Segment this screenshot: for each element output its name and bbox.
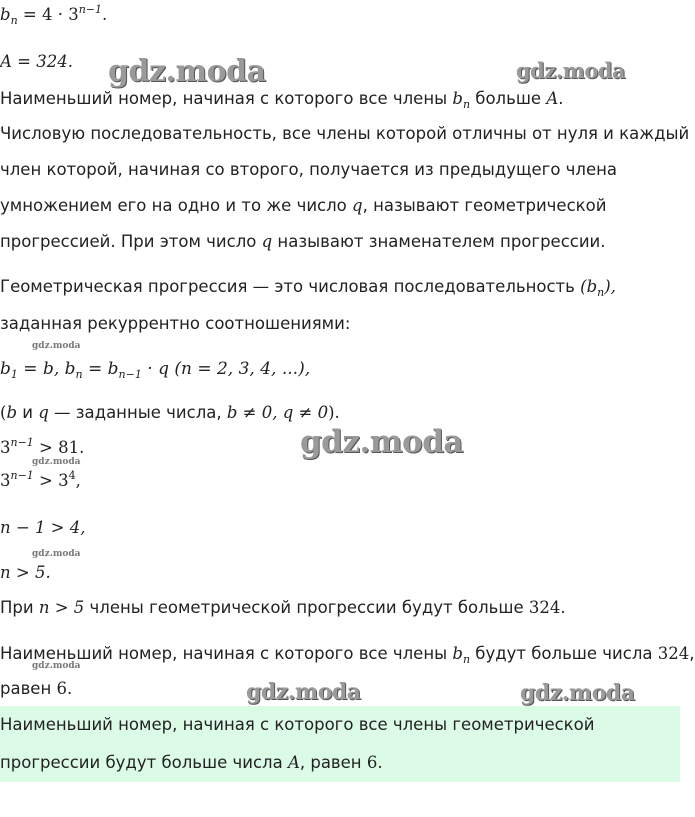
watermark-logo: gdz.moda xyxy=(520,680,635,706)
answer-line-1: Наименьший номер, начиная с которого все члены геометрической xyxy=(0,715,595,734)
watermark-logo-small: gdz.moda xyxy=(32,549,81,559)
definition-line-5 xyxy=(0,276,616,298)
watermark-logo: gdz.moda xyxy=(516,58,626,83)
conclusion-line xyxy=(0,597,566,619)
formula-eq: = 4 · 3 xyxy=(17,5,79,24)
def4-post: называют знаменателем прогрессии. xyxy=(272,232,606,251)
rec-b1: b xyxy=(0,359,11,379)
cond-pre: ( xyxy=(0,403,7,422)
cond-dash: — заданные числа, xyxy=(48,403,227,422)
least1-sub: n xyxy=(462,653,471,666)
formula-dot: . xyxy=(102,5,108,24)
def3-q: q xyxy=(352,196,363,215)
ineq2-sup2: 4 xyxy=(68,469,76,482)
ineq1-rest: > 81. xyxy=(33,438,85,457)
question-line xyxy=(0,88,564,110)
least-number-line-2 xyxy=(0,678,72,700)
inequality-4: n > 5. xyxy=(0,563,51,582)
def5-seq: (b xyxy=(580,277,598,296)
answer-box xyxy=(0,706,680,782)
watermark-logo: gdz.moda xyxy=(300,424,463,460)
least1-pre: Наименьший номер, начиная с которого все члены xyxy=(0,644,453,663)
cond-q: q xyxy=(38,403,49,422)
definition-line-4 xyxy=(0,231,606,253)
inequality-2 xyxy=(0,470,81,492)
formula-b: b xyxy=(0,5,11,24)
watermark-logo: gdz.moda xyxy=(108,54,266,89)
when-pre: При xyxy=(0,598,39,617)
def5-sub: n xyxy=(597,286,605,299)
answer-line-2 xyxy=(0,752,383,774)
q-mid: больше xyxy=(470,89,547,108)
least1-num: 324 xyxy=(657,644,690,663)
ineq2-rest: > 3 xyxy=(33,471,69,490)
rec-e1: = b, b xyxy=(17,359,76,379)
rec-s3: n−1 xyxy=(118,368,142,381)
definition-line-1: Числовую последовательность, все члены которой отличны от нуля и каждый xyxy=(0,124,690,143)
when-math: n > 5 xyxy=(38,598,85,617)
when-dot: . xyxy=(560,598,566,617)
ineq2-base: 3 xyxy=(0,471,11,490)
cond-math: b ≠ 0, q ≠ 0 xyxy=(226,403,329,422)
formula-sup: n−1 xyxy=(78,3,103,16)
cond-and: и xyxy=(17,403,39,422)
def5-close: ), xyxy=(604,277,616,296)
rec-s1: 1 xyxy=(10,368,18,381)
watermark-logo-small: gdz.moda xyxy=(32,341,81,351)
rec-s2: n xyxy=(75,368,83,381)
when-post: члены геометрической прогрессии будут больше xyxy=(84,598,529,617)
answer-num: 6 xyxy=(366,753,378,772)
answer-a: A xyxy=(287,753,300,772)
ineq2-sup: n−1 xyxy=(10,469,34,482)
def3-pre: умножением его на одно и то же число xyxy=(0,196,353,215)
least2-pre: равен xyxy=(0,679,57,698)
formula-sub: n xyxy=(10,14,18,27)
least1-b: b xyxy=(452,644,463,663)
ineq1-base: 3 xyxy=(0,438,11,457)
definition-line-6: заданная рекуррентно соотношениями: xyxy=(0,314,351,333)
cond-post: ). xyxy=(328,403,340,422)
a-value: A = 324. xyxy=(0,52,73,71)
ineq1-sup: n−1 xyxy=(10,436,34,449)
when-num: 324 xyxy=(528,598,561,617)
definition-line-2: член которой, начиная со второго, получается из предыдущего члена xyxy=(0,160,618,179)
inequality-1 xyxy=(0,437,84,459)
q-post: . xyxy=(558,89,564,108)
def3-post: , называют геометрической xyxy=(362,196,607,215)
least1-mid: будут больше числа xyxy=(470,644,658,663)
q-a: A xyxy=(546,89,559,108)
least1-post: , xyxy=(689,644,695,663)
recurrence-formula xyxy=(0,358,310,380)
ineq2-tail: , xyxy=(75,471,81,490)
def4-q: q xyxy=(261,232,273,251)
answer-mid: , равен xyxy=(299,753,367,772)
cond-b: b xyxy=(6,403,17,422)
def4-pre: прогрессией. При этом число xyxy=(0,232,262,251)
watermark-logo-small: gdz.moda xyxy=(32,457,81,467)
inequality-3: n − 1 > 4, xyxy=(0,518,86,537)
least2-num: 6 xyxy=(56,679,67,698)
least2-post: . xyxy=(67,679,73,698)
rec-e3: · q (n = 2, 3, 4, ...), xyxy=(141,359,311,379)
q-b: b xyxy=(452,89,463,108)
watermark-logo-small: gdz.moda xyxy=(32,661,81,671)
def5-pre: Геометрическая прогрессия — это числовая последовательность xyxy=(0,277,581,296)
condition-line xyxy=(0,402,340,424)
rec-e2: = b xyxy=(82,359,119,379)
watermark-logo: gdz.moda xyxy=(246,679,361,705)
q-pre: Наименьший номер, начиная с которого все члены xyxy=(0,89,453,108)
answer-post: . xyxy=(377,753,383,772)
answer-pre: прогрессии будут больше числа xyxy=(0,753,288,772)
formula-bn xyxy=(0,4,107,26)
least-number-line-1 xyxy=(0,643,695,665)
definition-line-3 xyxy=(0,195,606,217)
q-sub: n xyxy=(462,98,471,111)
